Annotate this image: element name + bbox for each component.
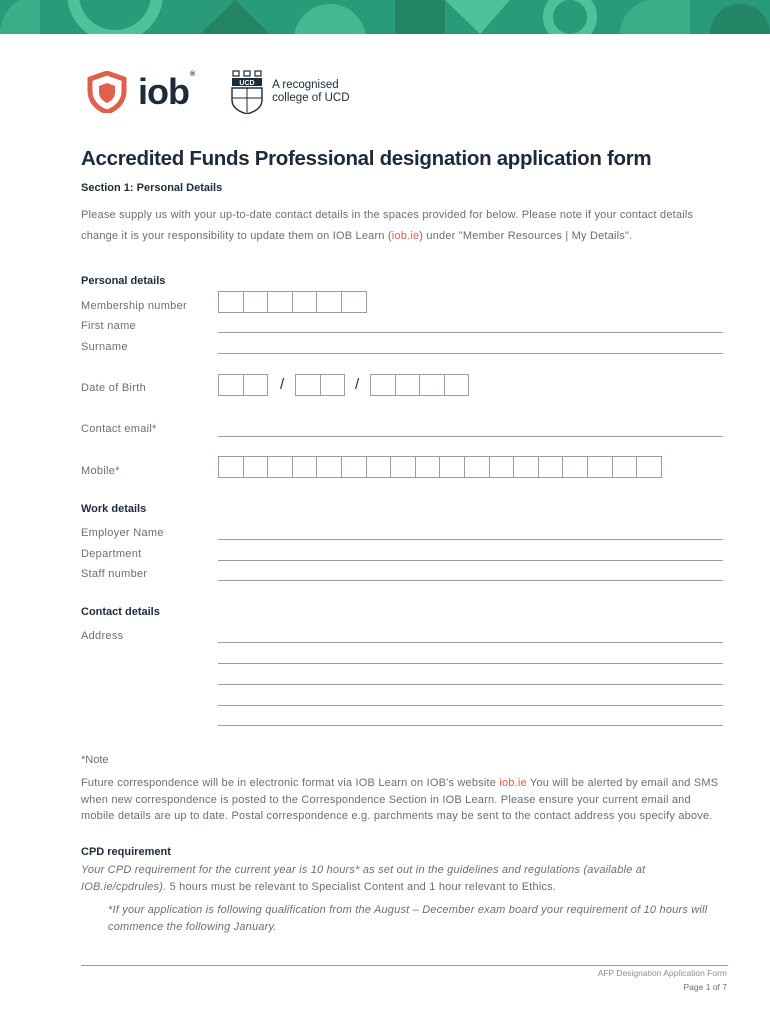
cpd-footnote: *If your application is following qualification from the August – December exam board your requirement of 10 hours will commence the following January. (108, 904, 708, 933)
date-of-birth-label: Date of Birth (81, 382, 147, 394)
address-line-2-field[interactable] (218, 663, 723, 664)
membership-number-label: Membership number (81, 300, 187, 312)
mobile-digit-box[interactable] (464, 456, 490, 478)
first-name-label: First name (81, 320, 136, 332)
mobile-digit-box[interactable] (636, 456, 662, 478)
ucd-crest-icon (230, 70, 264, 114)
mobile-digit-box[interactable] (513, 456, 539, 478)
contact-email-field[interactable] (218, 436, 723, 437)
note-label: *Note (81, 754, 109, 766)
dob-digit-box[interactable] (218, 374, 244, 396)
mobile-digit-box[interactable] (341, 456, 367, 478)
mobile-digit-box[interactable] (489, 456, 515, 478)
page-title: Accredited Funds Professional designation application form (81, 147, 652, 170)
address-label: Address (81, 630, 124, 642)
footer-page-number: Page 1 of 7 (683, 982, 727, 992)
mobile-digit-box[interactable] (366, 456, 392, 478)
iob-website-link[interactable]: iob.ie (499, 777, 527, 789)
membership-number-field[interactable] (218, 291, 366, 313)
first-name-field[interactable] (218, 332, 723, 333)
mobile-digit-box[interactable] (292, 456, 318, 478)
contact-email-label: Contact email* (81, 423, 157, 435)
intro-paragraph: Please supply us with your up-to-date contact details in the spaces provided for below. Please note if your contact details change it is your responsibility to update them on IOB Learn (iob.ie) under "Member Resources | My Details". (81, 209, 694, 242)
dob-digit-box[interactable] (243, 374, 269, 396)
note-paragraph: Future correspondence will be in electronic format via IOB Learn on IOB's website iob.ie You will be alerted by email and SMS when new correspondence is posted to the Correspondence Section in IOB Learn. Please ensure your current email and mobile details are up to date. Postal correspondence e.g. parchments may be sent to the contact address you specify above. (81, 777, 719, 822)
dob-digit-box[interactable] (370, 374, 396, 396)
employer-name-label: Employer Name (81, 527, 164, 539)
iob-wordmark: iob® (138, 71, 195, 112)
dob-digit-box[interactable] (320, 374, 346, 396)
surname-field[interactable] (218, 353, 723, 354)
membership-digit-box[interactable] (267, 291, 293, 313)
employer-name-field[interactable] (218, 539, 723, 540)
department-label: Department (81, 548, 142, 560)
mobile-digit-box[interactable] (316, 456, 342, 478)
membership-digit-box[interactable] (316, 291, 342, 313)
work-details-heading: Work details (81, 503, 147, 515)
footer-divider (81, 965, 728, 966)
personal-details-heading: Personal details (81, 275, 166, 287)
dob-separator: / (355, 376, 360, 393)
dob-year-field[interactable] (370, 374, 468, 396)
section-heading: Section 1: Personal Details (81, 182, 223, 194)
logo-row (86, 68, 350, 116)
surname-label: Surname (81, 341, 128, 353)
address-line-3-field[interactable] (218, 684, 723, 685)
membership-digit-box[interactable] (292, 291, 318, 313)
mobile-digit-box[interactable] (587, 456, 613, 478)
mobile-label: Mobile* (81, 465, 120, 477)
address-line-4-field[interactable] (218, 705, 723, 706)
header-banner (0, 0, 770, 34)
staff-number-field[interactable] (218, 580, 723, 581)
footer-document-name: AFP Designation Application Form (597, 968, 727, 978)
ucd-recognition-text: A recognised college of UCD (272, 79, 350, 104)
dob-digit-box[interactable] (444, 374, 470, 396)
membership-digit-box[interactable] (218, 291, 244, 313)
cpd-paragraph: Your CPD requirement for the current year is 10 hours* as set out in the guidelines and regulations (available at IOB.ie/cpdrules). 5 hours must be relevant to Specialist Content and 1 hour relevant to Ethics. (81, 864, 646, 893)
staff-number-label: Staff number (81, 568, 148, 580)
svg-text:UCD: UCD (239, 80, 255, 87)
mobile-digit-box[interactable] (390, 456, 416, 478)
dob-digit-box[interactable] (295, 374, 321, 396)
cpd-heading: CPD requirement (81, 846, 171, 858)
dob-separator: / (280, 376, 285, 393)
mobile-digit-box[interactable] (562, 456, 588, 478)
dob-digit-box[interactable] (395, 374, 421, 396)
contact-details-heading: Contact details (81, 606, 160, 618)
mobile-digit-box[interactable] (439, 456, 465, 478)
iob-shield-logo-icon (86, 71, 128, 113)
dob-digit-box[interactable] (419, 374, 445, 396)
dob-month-field[interactable] (295, 374, 344, 396)
mobile-digit-box[interactable] (415, 456, 441, 478)
address-line-5-field[interactable] (218, 725, 723, 726)
mobile-digit-box[interactable] (612, 456, 638, 478)
mobile-digit-box[interactable] (267, 456, 293, 478)
mobile-field[interactable] (218, 456, 661, 478)
membership-digit-box[interactable] (243, 291, 269, 313)
mobile-digit-box[interactable] (218, 456, 244, 478)
mobile-digit-box[interactable] (538, 456, 564, 478)
mobile-digit-box[interactable] (243, 456, 269, 478)
department-field[interactable] (218, 560, 723, 561)
address-line-1-field[interactable] (218, 642, 723, 643)
membership-digit-box[interactable] (341, 291, 367, 313)
iob-link[interactable]: iob.ie (391, 229, 420, 242)
banner-pattern-icon (0, 0, 770, 34)
dob-day-field[interactable] (218, 374, 267, 396)
